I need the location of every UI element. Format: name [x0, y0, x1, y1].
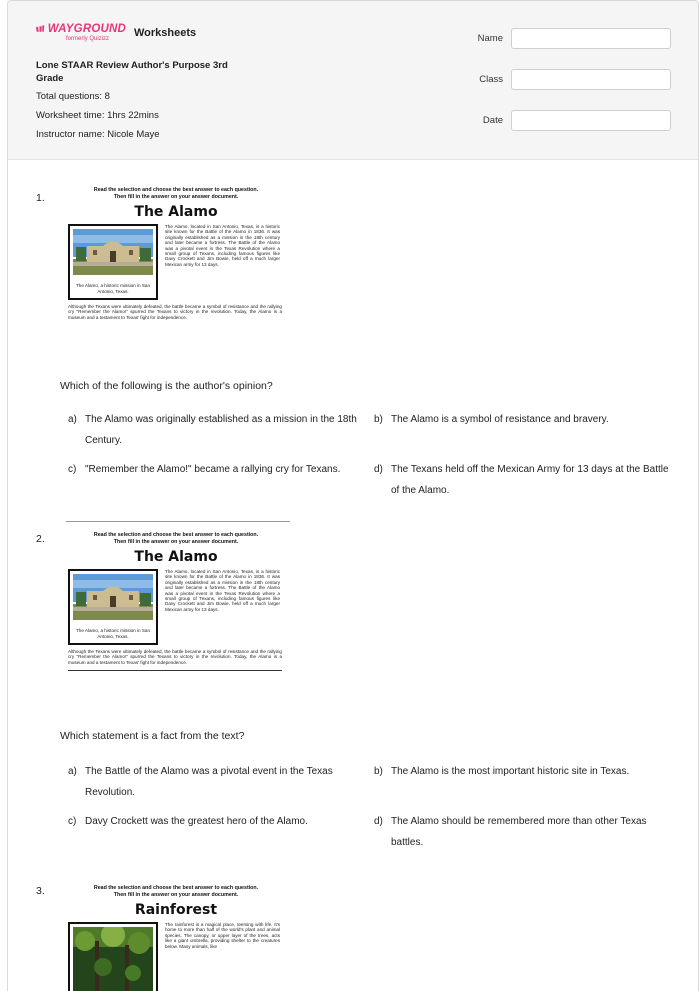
question-prompt: Which of the following is the author's opinion?: [60, 380, 273, 392]
passage-title: Rainforest: [134, 902, 218, 918]
rainforest-photo-icon: [73, 927, 153, 991]
brand-title: Worksheets: [134, 27, 197, 39]
answer-option-d[interactable]: d) The Texans held off the Mexican Army for 13 days at the Battle of the Alamo.: [374, 464, 669, 496]
passage-body: The Alamo, located in San Antonio, Texas, is a historic site known for the Battle of the Alamo in 1836. It was originally established as a mission in the 18th century and later became a fortress. The Battle of the Alamo was a pivotal event in the Texas Revolution where a small group of Texans, including famous figures like Davy Crockett and Jim Bowie, held off a much larger Mexican army for 13 days.: [165, 224, 280, 267]
wayground-logo[interactable]: [36, 23, 126, 42]
date-field[interactable]: [511, 110, 671, 131]
date-field-row: [483, 110, 671, 131]
answer-option-a[interactable]: a) The Battle of the Alamo was a pivotal event in the Texas Revolution.: [68, 766, 333, 798]
wayground-mark-icon: [36, 24, 46, 34]
passage-body: The rainforest is a magical place, teeming with life. It's home to more than half of the world's plant and animal species. The canopy, or upper layer of the trees, acts like a giant umbrella, providing shelter to the creatures below. Many animals, like: [165, 922, 280, 949]
question-number: 2.: [36, 533, 45, 545]
passage-title: The Alamo: [134, 204, 218, 220]
passage-title: The Alamo: [134, 549, 218, 565]
passage-caption: The Alamo, a historic mission in San Antonio, Texas.: [75, 283, 151, 294]
passage-footer: Although the Texans were ultimately defeated, the battle became a symbol of resistance and the rallying cry "Remember the Alamo!" spurred the Texans to victory in the revolution. Today, the Alamo is a museum and a testament to Texas' fight for independence.: [68, 649, 282, 665]
worksheet-header: [8, 1, 698, 160]
alamo-photo-icon: [73, 574, 153, 620]
name-field[interactable]: [511, 28, 671, 49]
question-number: 1.: [36, 192, 45, 204]
passage-figure: [68, 224, 158, 300]
date-label: Date: [482, 115, 503, 126]
name-field-row: [478, 28, 671, 49]
answer-option-d[interactable]: d) The Alamo should be remembered more than other Texas battles.: [374, 816, 647, 848]
answer-option-a[interactable]: a) The Alamo was originally established as a mission in the 18th Century.: [68, 414, 357, 446]
question-number: 3.: [36, 885, 45, 897]
passage-image: [66, 521, 286, 671]
passage-figure: [68, 922, 158, 991]
answer-option-c[interactable]: c) "Remember the Alamo!" became a rallying cry for Texans.: [68, 464, 341, 475]
passage-instruction: Read the selection and choose the best answer to each question. Then fill in the answer on your answer document.: [93, 885, 259, 898]
total-questions: Total questions: 8: [36, 91, 110, 102]
question-prompt: Which statement is a fact from the text?: [60, 730, 245, 742]
passage-body: The Alamo, located in San Antonio, Texas, is a historic site known for the Battle of the Alamo in 1836. It was originally established as a mission in the 18th century and later became a fortress. The Battle of the Alamo was a pivotal event in the Texas Revolution where a small group of Texans, including famous figures like Davy Crockett and Jim Bowie, held off a much larger Mexican army for 13 days.: [165, 569, 280, 612]
worksheet-meta: [36, 59, 256, 148]
divider: [66, 521, 290, 522]
instructor-name: Instructor name: Nicole Maye: [36, 129, 160, 140]
logo-wordmark: WAYGROUND: [47, 23, 126, 35]
passage-instruction: Read the selection and choose the best answer to each question. Then fill in the answer on your answer document.: [93, 187, 259, 200]
passage-footer: Although the Texans were ultimately defeated, the battle became a symbol of resistance and the rallying cry "Remember the Alamo!" spurred the Texans to victory in the revolution. Today, the Alamo is a museum and a testament to Texas' fight for independence.: [68, 304, 282, 320]
class-field-row: [479, 69, 671, 90]
divider: [68, 670, 282, 671]
worksheet-time: Worksheet time: 1hrs 22mins: [36, 110, 159, 121]
passage-instruction: Read the selection and choose the best answer to each question. Then fill in the answer on your answer document.: [93, 532, 259, 545]
class-field[interactable]: [511, 69, 671, 90]
passage-caption: The Alamo, a historic mission in San Antonio, Texas.: [75, 628, 151, 639]
answer-option-c[interactable]: c) Davy Crockett was the greatest hero of the Alamo.: [68, 816, 308, 827]
name-label: Name: [477, 33, 503, 44]
passage-image: [66, 885, 286, 991]
worksheet-page: [7, 0, 699, 991]
logo-subtitle: formerly Quizizz: [66, 36, 110, 42]
answer-option-b[interactable]: b) The Alamo is a symbol of resistance and bravery.: [374, 414, 609, 425]
class-label: Class: [479, 74, 503, 85]
alamo-photo-icon: [73, 229, 153, 275]
answer-option-b[interactable]: b) The Alamo is the most important historic site in Texas.: [374, 766, 630, 777]
worksheet-title: Lone STAAR Review Author's Purpose 3rd Grade: [36, 60, 228, 84]
brand: [36, 23, 196, 42]
passage-figure: [68, 569, 158, 645]
passage-image: [66, 187, 286, 320]
